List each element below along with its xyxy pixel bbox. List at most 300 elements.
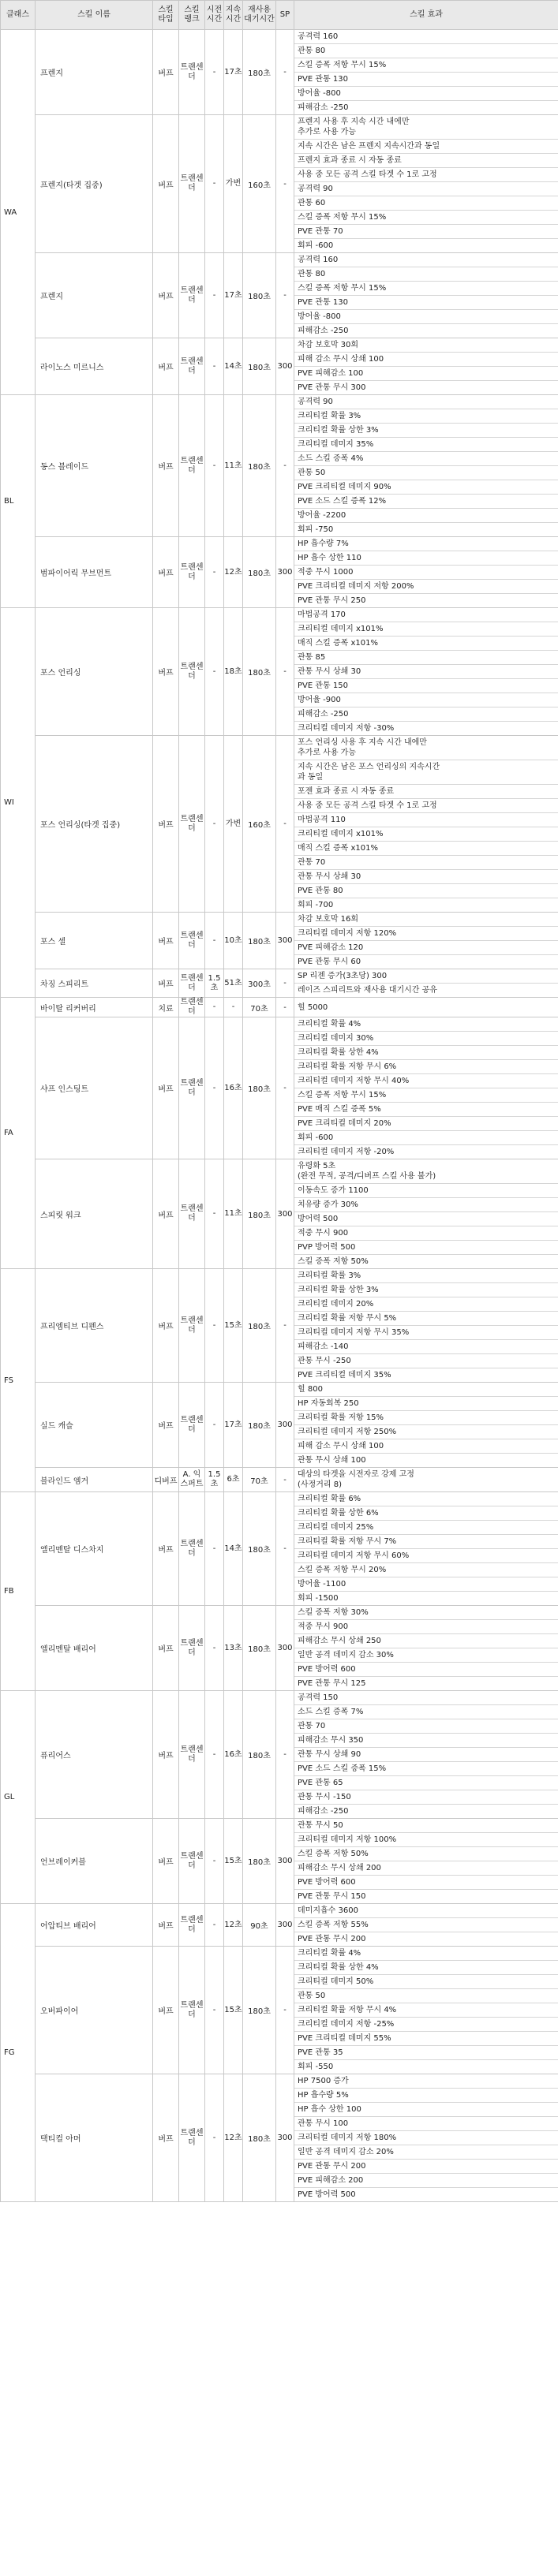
- skill-type-cell: 버프: [153, 1947, 179, 2074]
- effect-line: 피해감소 -140: [294, 1340, 558, 1354]
- effect-line: 스킬 증폭 저항 무시 15%: [294, 1088, 558, 1103]
- skill-effect-cell: [294, 1904, 558, 1947]
- duration-cell: -: [224, 998, 243, 1017]
- skill-rank-cell: 트랜센더: [179, 1383, 205, 1468]
- effect-line: 스킬 증폭 저항 무시 20%: [294, 1563, 558, 1577]
- effect-line: 피해감소 무시 상쇄 200: [294, 1861, 558, 1876]
- skill-effect-cell: [294, 1606, 558, 1691]
- sp-cell: -: [276, 736, 294, 913]
- cast-time-cell: -: [205, 1691, 224, 1819]
- effect-line: PVE 크리티컬 데미지 35%: [298, 1371, 391, 1379]
- duration-cell: 12초: [224, 537, 243, 608]
- effect-line: 프렌지 사용 후 지속 시간 내에만 추가로 사용 가능: [294, 115, 558, 140]
- effect-line: PVE 관통 무시 125: [298, 1679, 366, 1688]
- skill-name-cell: 택티컬 아머: [36, 2074, 153, 2202]
- effect-line: 사용 중 모든 공격 스킬 타겟 수 1로 고정: [294, 168, 558, 182]
- effect-line: 관통 85: [294, 651, 558, 665]
- effect-line: PVE 피해감소 120: [294, 941, 558, 955]
- effect-line: 회피 -600: [298, 241, 334, 250]
- table-body: [1, 30, 558, 2202]
- duration-cell: 6초: [224, 1468, 243, 1492]
- table-row: [1, 998, 558, 1017]
- sp-cell: 300: [276, 537, 294, 608]
- skill-name-cell: 바이탈 리커버리: [36, 998, 153, 1017]
- sp-cell: -: [276, 1468, 294, 1492]
- duration-cell: 가변: [224, 736, 243, 913]
- effect-line: 관통 50: [294, 466, 558, 480]
- sp-cell: 300: [276, 2074, 294, 2202]
- skill-rank-cell: 트랜센더: [179, 1269, 205, 1383]
- skill-rank-cell: 트랜센더: [179, 998, 205, 1017]
- duration-cell: 12초: [224, 1904, 243, 1947]
- effect-line: 크리티컬 데미지 50%: [294, 1975, 558, 1989]
- effect-line: 프렌지 효과 종료 시 자동 종료: [294, 154, 558, 168]
- sp-cell: -: [276, 1947, 294, 2074]
- skill-rank-cell: 트랜센더: [179, 1606, 205, 1691]
- skill-rank-cell: 트랜센더: [179, 1904, 205, 1947]
- table-row: [1, 1947, 558, 2074]
- effect-line: 일반 공격 데미지 감소 30%: [294, 1648, 558, 1663]
- header-cast-time: 시전 시간: [205, 1, 224, 30]
- cooldown-cell: 180초: [243, 1606, 276, 1691]
- skill-effect-cell: [294, 1383, 558, 1468]
- skill-effect-cell: [294, 395, 558, 537]
- cast-time-cell: -: [205, 338, 224, 395]
- class-name-cell: WA: [1, 30, 36, 395]
- table-row: [1, 1819, 558, 1904]
- table-row: [1, 1383, 558, 1468]
- skill-rank-cell: 트랜센더: [179, 1691, 205, 1819]
- effect-line: 회피 -1500: [298, 1594, 339, 1603]
- skill-rank-cell: A. 익스퍼트: [179, 1468, 205, 1492]
- sp-cell: 300: [276, 1606, 294, 1691]
- effect-line: 차감 보호막 30회: [294, 338, 558, 353]
- skill-name-cell: 라이노스 미르니스: [36, 338, 153, 395]
- effect-line: HP 흡수량 5%: [294, 2089, 558, 2103]
- skill-effect-cell: [294, 608, 558, 736]
- effect-line: 크리티컬 확률 상한 3%: [294, 1283, 558, 1297]
- skill-rank-cell: 트랜센더: [179, 969, 205, 998]
- effect-line: PVE 크리티컬 데미지 90%: [294, 480, 558, 495]
- effect-line: 크리티컬 확률 4%: [294, 1947, 558, 1961]
- effect-line: PVE 관통 무시 150: [298, 1892, 366, 1901]
- skill-name-cell: 스피릿 워크: [36, 1159, 153, 1269]
- skill-effect-cell: [294, 1947, 558, 2074]
- effect-line: 피해감소 -250: [294, 707, 558, 722]
- duration-cell: 15초: [224, 1269, 243, 1383]
- skill-name-cell: 동스 블레이드: [36, 395, 153, 537]
- effect-line: 피해 감소 무시 상쇄 100: [294, 353, 558, 367]
- cooldown-cell: 180초: [243, 30, 276, 115]
- skill-name-cell: 포스 셀: [36, 913, 153, 969]
- effect-line: 적중 무시 1000: [294, 566, 558, 580]
- class-name-cell: FG: [1, 1904, 36, 2202]
- skill-type-cell: 버프: [153, 1904, 179, 1947]
- effect-line: PVE 관통 무시 200: [294, 2160, 558, 2174]
- effect-line: 적중 무시 900: [294, 1226, 558, 1241]
- skill-effect-cell: [294, 1017, 558, 1159]
- skill-rank-cell: 트랜센더: [179, 537, 205, 608]
- table-row: [1, 2074, 558, 2202]
- effect-line: 유령화 5초 (완전 무적, 공격/디버프 스킬 사용 불가): [294, 1159, 558, 1184]
- cooldown-cell: 160초: [243, 115, 276, 253]
- header-skill-type: 스킬 타입: [153, 1, 179, 30]
- skill-effect-cell: [294, 338, 558, 395]
- skill-name-cell: 실드 캐슬: [36, 1383, 153, 1468]
- skill-rank-cell: 트랜센더: [179, 2074, 205, 2202]
- skill-type-cell: 버프: [153, 1606, 179, 1691]
- effect-line: 관통 50: [294, 1989, 558, 2003]
- sp-cell: -: [276, 969, 294, 998]
- skill-type-cell: 디버프: [153, 1468, 179, 1492]
- effect-line: PVE 소드 스킬 증폭 12%: [294, 495, 558, 509]
- table-row: [1, 1468, 558, 1492]
- skill-name-cell: 프렌지: [36, 253, 153, 338]
- effect-line: 공격력 150: [294, 1691, 558, 1705]
- table-row: [1, 1904, 558, 1947]
- effect-line: 적중 무시 900: [294, 1620, 558, 1634]
- cooldown-cell: 180초: [243, 1017, 276, 1159]
- skill-rank-cell: 트랜센더: [179, 736, 205, 913]
- sp-cell: -: [276, 608, 294, 736]
- effect-line: 힐 5000: [298, 1002, 328, 1012]
- effect-line: 스킬 증폭 저항 50%: [298, 1257, 369, 1266]
- effect-line: PVE 방어력 600: [294, 1876, 558, 1890]
- duration-cell: 18초: [224, 608, 243, 736]
- table-row: [1, 1492, 558, 1606]
- effect-line: PVE 피해감소 100: [294, 367, 558, 381]
- effect-line: 관통 70: [294, 856, 558, 870]
- skill-rank-cell: 트랜센더: [179, 1159, 205, 1269]
- table-row: [1, 1017, 558, 1159]
- cast-time-cell: -: [205, 1159, 224, 1269]
- effect-line: 크리티컬 데미지 저항 무시 40%: [294, 1074, 558, 1088]
- duration-cell: 16초: [224, 1017, 243, 1159]
- sp-cell: 300: [276, 1383, 294, 1468]
- effect-line: 피해감소 무시 350: [294, 1734, 558, 1748]
- cooldown-cell: 180초: [243, 913, 276, 969]
- table-row: [1, 115, 558, 253]
- effect-line: 데미지흡수 3600: [294, 1904, 558, 1918]
- effect-line: 일반 공격 데미지 감소 20%: [294, 2145, 558, 2160]
- class-name-cell: FA: [1, 998, 36, 1269]
- duration-cell: 11초: [224, 1159, 243, 1269]
- cast-time-cell: -: [205, 1383, 224, 1468]
- effect-line: 공격력 90: [294, 182, 558, 196]
- class-name-cell: WI: [1, 608, 36, 998]
- effect-line: 크리티컬 데미지 x101%: [294, 622, 558, 637]
- effect-line: 회피 -600: [294, 1131, 558, 1145]
- table-row: [1, 1269, 558, 1383]
- effect-line: 크리티컬 데미지 저항 120%: [294, 927, 558, 941]
- effect-line: 매직 스킬 증폭 x101%: [294, 842, 558, 856]
- cooldown-cell: 180초: [243, 1492, 276, 1606]
- effect-line: 크리티컬 확률 상한 6%: [294, 1506, 558, 1521]
- sp-cell: -: [276, 30, 294, 115]
- effect-line: 크리티컬 확률 상한 4%: [294, 1961, 558, 1975]
- skill-rank-cell: 트랜센더: [179, 338, 205, 395]
- effect-line: 소드 스킬 증폭 4%: [294, 452, 558, 466]
- effect-line: 크리티컬 확률 상한 3%: [294, 424, 558, 438]
- effect-line: 크리티컬 데미지 저항 250%: [294, 1425, 558, 1439]
- effect-line: 크리티컬 확률 저항 무시 7%: [294, 1535, 558, 1549]
- skill-rank-cell: 트랜센더: [179, 1819, 205, 1904]
- effect-line: 치유량 증가 30%: [294, 1198, 558, 1212]
- effect-line: PVE 크리티컬 데미지 55%: [294, 2032, 558, 2046]
- skill-name-cell: 프렌지: [36, 30, 153, 115]
- effect-line: 관통 무시 100: [294, 2117, 558, 2131]
- skill-effect-cell: [294, 969, 558, 998]
- effect-line: 방어율 -1100: [294, 1577, 558, 1592]
- effect-line: 포젠 효과 종료 시 자동 종료: [294, 785, 558, 799]
- table-row: [1, 1159, 558, 1269]
- table-row: [1, 1606, 558, 1691]
- skill-type-cell: 버프: [153, 1383, 179, 1468]
- cooldown-cell: 180초: [243, 1947, 276, 2074]
- duration-cell: 14초: [224, 1492, 243, 1606]
- duration-cell: 17초: [224, 30, 243, 115]
- effect-line: 마법공격 110: [294, 813, 558, 827]
- effect-line: 관통 무시 상쇄 30: [294, 870, 558, 884]
- table-row: [1, 338, 558, 395]
- skill-effect-cell: [294, 253, 558, 338]
- effect-line: 관통 80: [294, 267, 558, 282]
- header-skill-rank: 스킬 랭크: [179, 1, 205, 30]
- effect-line: 스킬 증폭 저항 50%: [294, 1847, 558, 1861]
- effect-line: 관통 60: [294, 196, 558, 211]
- skill-type-cell: 버프: [153, 1819, 179, 1904]
- header-skill-effect: 스킬 효과: [294, 1, 558, 30]
- table-row: [1, 1691, 558, 1819]
- sp-cell: -: [276, 253, 294, 338]
- effect-line: PVE 관통 65: [294, 1776, 558, 1790]
- effect-line: 크리티컬 확률 저항 15%: [294, 1411, 558, 1425]
- effect-line: PVE 관통 130: [294, 73, 558, 87]
- effect-line: HP 흡수량 7%: [294, 537, 558, 551]
- effect-line: 공격력 160: [294, 253, 558, 267]
- effect-line: 크리티컬 확률 상한 4%: [294, 1046, 558, 1060]
- effect-line: 레이즈 스피리트와 재사용 대기시간 공유: [298, 986, 437, 995]
- table-row: [1, 969, 558, 998]
- skill-name-cell: 차징 스피리트: [36, 969, 153, 998]
- skill-name-cell: 범파이어릭 무브먼트: [36, 537, 153, 608]
- skill-type-cell: 버프: [153, 253, 179, 338]
- sp-cell: 300: [276, 338, 294, 395]
- class-name-cell: FB: [1, 1492, 36, 1691]
- effect-line: 크리티컬 확률 저항 무시 4%: [294, 2003, 558, 2018]
- skill-effect-cell: [294, 115, 558, 253]
- skill-type-cell: 버프: [153, 913, 179, 969]
- effect-line: 회피 -750: [298, 525, 334, 534]
- duration-cell: 10초: [224, 913, 243, 969]
- effect-line: 크리티컬 데미지 25%: [294, 1521, 558, 1535]
- cast-time-cell: -: [205, 2074, 224, 2202]
- effect-line: 방어율 -800: [294, 310, 558, 324]
- skill-rank-cell: 트랜센더: [179, 1947, 205, 2074]
- cooldown-cell: 160초: [243, 736, 276, 913]
- effect-line: 힐 800: [294, 1383, 558, 1397]
- skill-type-cell: 버프: [153, 537, 179, 608]
- effect-line: 대상의 타겟을 시전자로 강제 고정 (사정거리 8): [298, 1470, 414, 1489]
- duration-cell: 15초: [224, 1947, 243, 2074]
- skill-type-cell: 버프: [153, 30, 179, 115]
- cast-time-cell: -: [205, 1819, 224, 1904]
- skill-effect-cell: [294, 1269, 558, 1383]
- effect-line: 이동속도 증가 1100: [294, 1184, 558, 1198]
- table-row: [1, 913, 558, 969]
- duration-cell: 17초: [224, 253, 243, 338]
- sp-cell: 300: [276, 1819, 294, 1904]
- class-name-cell: FS: [1, 1269, 36, 1492]
- table-row: [1, 30, 558, 115]
- sp-cell: -: [276, 115, 294, 253]
- cast-time-cell: -: [205, 115, 224, 253]
- skill-type-cell: 버프: [153, 736, 179, 913]
- skill-effect-cell: [294, 30, 558, 115]
- effect-line: PVE 관통 80: [294, 884, 558, 898]
- effect-line: SP 리젠 증가(3초당) 300: [294, 969, 558, 984]
- skill-effect-cell: [294, 998, 558, 1017]
- cast-time-cell: 1.5초: [205, 1468, 224, 1492]
- effect-line: PVE 관통 무시 300: [298, 383, 366, 392]
- effect-line: PVE 관통 무시 200: [298, 1935, 366, 1943]
- cast-time-cell: -: [205, 1269, 224, 1383]
- effect-line: 관통 무시 상쇄 90: [294, 1748, 558, 1762]
- effect-line: 사용 중 모든 공격 스킬 타겟 수 1로 고정: [294, 799, 558, 813]
- cast-time-cell: -: [205, 395, 224, 537]
- skill-name-cell: 포스 언리싱: [36, 608, 153, 736]
- skill-type-cell: 버프: [153, 2074, 179, 2202]
- cooldown-cell: 180초: [243, 253, 276, 338]
- skill-type-cell: 버프: [153, 1159, 179, 1269]
- sp-cell: 300: [276, 913, 294, 969]
- skill-effect-cell: [294, 2074, 558, 2202]
- table-header-row: [1, 1, 558, 30]
- cooldown-cell: 180초: [243, 1691, 276, 1819]
- skill-type-cell: 버프: [153, 338, 179, 395]
- cast-time-cell: -: [205, 1947, 224, 2074]
- sp-cell: 300: [276, 1904, 294, 1947]
- skill-type-cell: 버프: [153, 395, 179, 537]
- cast-time-cell: -: [205, 608, 224, 736]
- skill-name-cell: 엘리멘탈 디스차지: [36, 1492, 153, 1606]
- skill-rank-cell: 트랜센더: [179, 395, 205, 537]
- sp-cell: -: [276, 1269, 294, 1383]
- effect-line: 스킬 증폭 저항 무시 15%: [294, 282, 558, 296]
- header-cooldown: 재사용 대기시간: [243, 1, 276, 30]
- table-row: [1, 395, 558, 537]
- cast-time-cell: -: [205, 736, 224, 913]
- cooldown-cell: 180초: [243, 1383, 276, 1468]
- effect-line: 크리티컬 데미지 x101%: [294, 827, 558, 842]
- effect-line: 관통 무시 -250: [294, 1354, 558, 1368]
- cast-time-cell: -: [205, 30, 224, 115]
- effect-line: 크리티컬 확률 저항 무시 6%: [294, 1060, 558, 1074]
- effect-line: 크리티컬 데미지 30%: [294, 1032, 558, 1046]
- effect-line: PVE 관통 무시 250: [298, 596, 366, 605]
- table-row: [1, 608, 558, 736]
- cast-time-cell: -: [205, 998, 224, 1017]
- effect-line: 관통 무시 상쇄 30: [294, 665, 558, 679]
- cooldown-cell: 180초: [243, 1159, 276, 1269]
- skill-rank-cell: 트랜센더: [179, 253, 205, 338]
- effect-line: 공격력 90: [294, 395, 558, 409]
- effect-line: 피해감소 -250: [298, 1807, 349, 1816]
- cooldown-cell: 180초: [243, 1819, 276, 1904]
- skill-type-cell: 버프: [153, 969, 179, 998]
- sp-cell: -: [276, 1691, 294, 1819]
- sp-cell: -: [276, 395, 294, 537]
- effect-line: PVE 관통 130: [294, 296, 558, 310]
- effect-line: 매직 스킬 증폭 x101%: [294, 637, 558, 651]
- effect-line: 크리티컬 데미지 35%: [294, 438, 558, 452]
- sp-cell: -: [276, 998, 294, 1017]
- effect-line: PVE 매직 스킬 증폭 5%: [294, 1103, 558, 1117]
- effect-line: PVP 방어력 500: [294, 1241, 558, 1255]
- effect-line: 방어율 -900: [294, 693, 558, 707]
- skill-type-cell: 버프: [153, 1492, 179, 1606]
- effect-line: 피해감소 -250: [298, 103, 349, 112]
- duration-cell: 13초: [224, 1606, 243, 1691]
- effect-line: 지속 시간은 남은 프렌지 지속시간과 동일: [294, 140, 558, 154]
- effect-line: 스킬 증폭 저항 무시 15%: [294, 58, 558, 73]
- skill-name-cell: 블라인드 엠거: [36, 1468, 153, 1492]
- effect-line: PVE 관통 70: [294, 225, 558, 239]
- effect-line: 방어율 -2200: [294, 509, 558, 523]
- effect-line: 스킬 증폭 저항 30%: [294, 1606, 558, 1620]
- effect-line: 크리티컬 데미지 저항 -25%: [294, 2018, 558, 2032]
- duration-cell: 가변: [224, 115, 243, 253]
- cooldown-cell: 70초: [243, 1468, 276, 1492]
- effect-line: 포스 언리싱 사용 후 지속 시간 내에만 추가로 사용 가능: [294, 736, 558, 760]
- skill-type-cell: 치료: [153, 998, 179, 1017]
- duration-cell: 15초: [224, 1819, 243, 1904]
- cooldown-cell: 90초: [243, 1904, 276, 1947]
- skill-type-cell: 버프: [153, 115, 179, 253]
- skill-effect-cell: [294, 1468, 558, 1492]
- header-skill-name: 스킬 이름: [36, 1, 153, 30]
- effect-line: HP 자동회복 250: [294, 1397, 558, 1411]
- effect-line: 관통 무시 -150: [294, 1790, 558, 1805]
- skill-type-cell: 버프: [153, 1269, 179, 1383]
- effect-line: 크리티컬 데미지 저항 180%: [294, 2131, 558, 2145]
- skill-effect-cell: [294, 1819, 558, 1904]
- cast-time-cell: 1.5초: [205, 969, 224, 998]
- duration-cell: 16초: [224, 1691, 243, 1819]
- effect-line: 지속 시간은 남은 포스 언리싱의 지속시간 과 동일: [294, 760, 558, 785]
- effect-line: 크리티컬 데미지 저항 무시 60%: [294, 1549, 558, 1563]
- cooldown-cell: 70초: [243, 998, 276, 1017]
- effect-line: 공격력 160: [294, 30, 558, 44]
- sp-cell: -: [276, 1492, 294, 1606]
- skill-rank-cell: 트랜센더: [179, 913, 205, 969]
- skill-name-cell: 언브레이커블: [36, 1819, 153, 1904]
- effect-line: 크리티컬 데미지 저항 -30%: [298, 724, 395, 733]
- effect-line: 관통 무시 상쇄 100: [298, 1456, 366, 1465]
- cooldown-cell: 180초: [243, 537, 276, 608]
- effect-line: 크리티컬 데미지 저항 -20%: [298, 1148, 395, 1156]
- cooldown-cell: 180초: [243, 608, 276, 736]
- skill-rank-cell: 트랜센더: [179, 1492, 205, 1606]
- effect-line: 크리티컬 확률 저항 무시 5%: [294, 1312, 558, 1326]
- table-row: [1, 537, 558, 608]
- skill-effect-cell: [294, 1159, 558, 1269]
- effect-line: PVE 크리티컬 데미지 저항 200%: [294, 580, 558, 594]
- effect-line: 차감 보호막 16회: [294, 913, 558, 927]
- duration-cell: 17초: [224, 1383, 243, 1468]
- cooldown-cell: 180초: [243, 1269, 276, 1383]
- effect-line: 크리티컬 확률 4%: [294, 1017, 558, 1032]
